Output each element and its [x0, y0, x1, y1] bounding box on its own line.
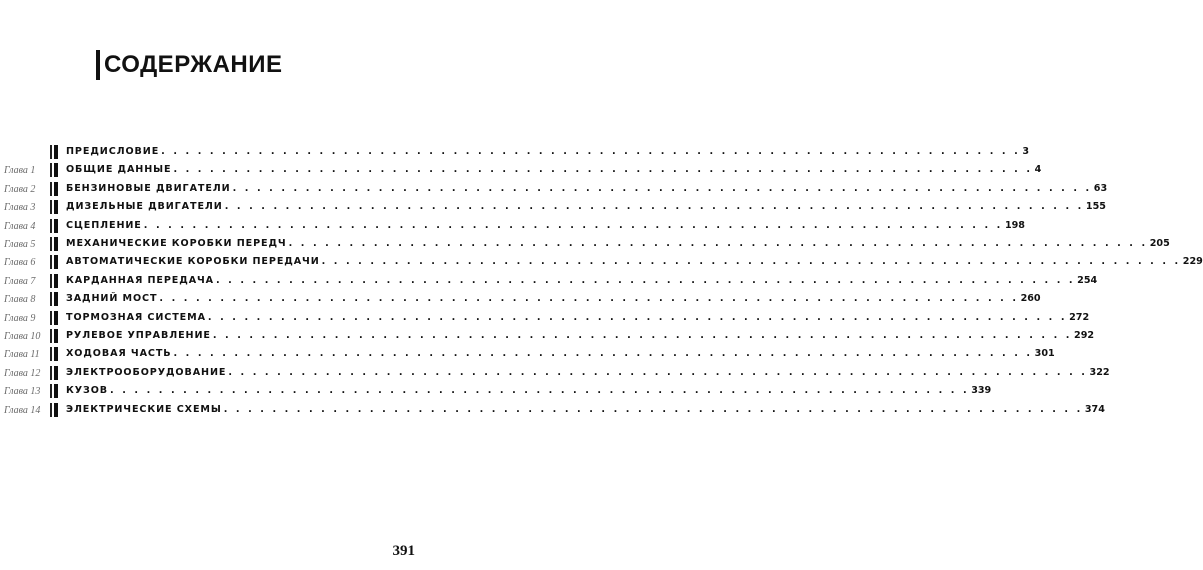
toc-page-number: 322 — [1089, 366, 1110, 378]
toc-bar-thin — [50, 384, 52, 398]
toc-page-number: 155 — [1085, 201, 1106, 213]
toc-chapter-label: Глава 10 — [4, 331, 41, 342]
toc-bar-thin — [50, 237, 52, 251]
toc-bar-thin — [50, 163, 52, 177]
toc-chapter-label: Глава 5 — [4, 239, 36, 250]
toc-row[interactable] — [0, 273, 1098, 291]
toc-chapter-label: Глава 12 — [4, 367, 41, 379]
toc-bar-marker — [50, 403, 60, 417]
toc-bar-thick — [54, 403, 58, 417]
toc-row[interactable] — [0, 236, 1170, 254]
toc-chapter-label: Глава 6 — [4, 257, 36, 269]
toc-bar-thick — [54, 219, 58, 233]
toc-bar-thin — [50, 182, 52, 196]
toc-leader-dots: . . . . . . . . . . . . . . . . . . . . . . . . . . . . . . . . . . . . . . . . . . . . . . . . . . . . . . . . . . . . . . . . . . . . . . . — [207, 311, 1068, 323]
toc-entry-title: МЕХАНИЧЕСКИЕ КОРОБКИ ПЕРЕДЧ — [66, 238, 287, 249]
toc-bar-marker — [50, 329, 60, 343]
toc-bar-thick — [54, 329, 58, 343]
toc-bar-marker — [50, 200, 60, 214]
toc-bar-thick — [54, 163, 58, 177]
toc-leader-dots: . . . . . . . . . . . . . . . . . . . . . . . . . . . . . . . . . . . . . . . . . . . . . . . . . . . . . . . . . . . . . . . . . . . . . . . — [216, 274, 1076, 286]
toc-bar-thin — [50, 347, 52, 361]
title-bar-decoration — [96, 50, 100, 80]
toc-entry-title: РУЛЕВОЕ УПРАВЛЕНИЕ — [66, 330, 211, 341]
toc-page-number: 254 — [1077, 274, 1098, 286]
toc-chapter-label: Глава 13 — [4, 386, 41, 398]
toc-row[interactable] — [0, 346, 1055, 364]
toc-page-number: 339 — [971, 385, 992, 397]
toc-row[interactable] — [0, 291, 1041, 309]
toc-page-number: 272 — [1069, 311, 1090, 323]
toc-entry[interactable] — [66, 145, 1030, 159]
toc-bar-thick — [54, 182, 58, 196]
toc-bar-thick — [54, 292, 58, 306]
toc-leader-dots: . . . . . . . . . . . . . . . . . . . . . . . . . . . . . . . . . . . . . . . . . . . . . . . . . . . . . . . . . . . . . . . . . . . . . . . — [143, 219, 1003, 231]
toc-entry[interactable] — [66, 237, 1170, 251]
toc-chapter-label: Глава 3 — [4, 202, 36, 214]
toc-bar-marker — [50, 237, 60, 251]
toc-page-number: 4 — [1034, 164, 1042, 176]
toc-bar-marker — [50, 311, 60, 325]
toc-bar-marker — [50, 255, 60, 269]
toc-bar-thick — [54, 274, 58, 288]
toc-row[interactable] — [0, 402, 1105, 420]
toc-entry[interactable] — [66, 384, 992, 398]
toc-row[interactable] — [0, 365, 1110, 383]
toc-entry[interactable] — [66, 200, 1106, 214]
toc-leader-dots: . . . . . . . . . . . . . . . . . . . . . . . . . . . . . . . . . . . . . . . . . . . . . . . . . . . . . . . . . . . . . . . . . . . . . . . — [288, 238, 1148, 249]
toc-chapter-label: Глава 1 — [4, 165, 36, 177]
toc-bar-thin — [50, 311, 52, 325]
toc-page-number: 374 — [1084, 403, 1105, 415]
toc-row[interactable] — [0, 218, 1025, 236]
toc-entry-title: КАРДАННАЯ ПЕРЕДАЧА — [66, 274, 214, 286]
toc-entry-title: ОБЩИЕ ДАННЫЕ — [66, 164, 172, 176]
toc-leader-dots: . . . . . . . . . . . . . . . . . . . . . . . . . . . . . . . . . . . . . . . . . . . . . . . . . . . . . . . . . . . . . . . . . . . . . . . — [228, 366, 1088, 378]
toc-entry-title: ЭЛЕКТРИЧЕСКИЕ СХЕМЫ — [66, 403, 222, 415]
toc-entry[interactable] — [66, 219, 1025, 233]
toc-bar-thick — [54, 200, 58, 214]
toc-entry[interactable] — [66, 274, 1098, 288]
toc-row[interactable] — [0, 162, 1042, 180]
toc-row[interactable] — [0, 254, 1203, 272]
toc-bar-thin — [50, 145, 52, 159]
page-number: 391 — [392, 543, 415, 559]
toc-entry[interactable] — [66, 347, 1055, 361]
toc-page-number: 260 — [1020, 293, 1041, 305]
toc-leader-dots: . . . . . . . . . . . . . . . . . . . . . . . . . . . . . . . . . . . . . . . . . . . . . . . . . . . . . . . . . . . . . . . . . . . . . . . — [161, 146, 1021, 157]
toc-bar-thick — [54, 347, 58, 361]
toc-bar-thick — [54, 366, 58, 380]
toc-leader-dots: . . . . . . . . . . . . . . . . . . . . . . . . . . . . . . . . . . . . . . . . . . . . . . . . . . . . . . . . . . . . . . . . . . . . . . . — [224, 201, 1084, 213]
toc-row[interactable] — [0, 181, 1108, 199]
toc-entry-title: ХОДОВАЯ ЧАСТЬ — [66, 348, 172, 360]
toc-bar-thick — [54, 311, 58, 325]
toc-bar-marker — [50, 366, 60, 380]
toc-chapter-label: Глава 14 — [4, 404, 41, 416]
toc-bar-marker — [50, 347, 60, 361]
toc-leader-dots: . . . . . . . . . . . . . . . . . . . . . . . . . . . . . . . . . . . . . . . . . . . . . . . . . . . . . . . . . . . . . . . . . . . . . . . — [232, 182, 1092, 194]
toc-entry-title: ДИЗЕЛЬНЫЕ ДВИГАТЕЛИ — [66, 201, 223, 213]
toc-entry-title: ПРЕДИСЛОВИЕ — [66, 146, 160, 157]
toc-entry[interactable] — [66, 163, 1042, 177]
toc-chapter-label: Глава 7 — [4, 275, 36, 287]
toc-entry[interactable] — [66, 311, 1090, 325]
toc-row[interactable] — [0, 310, 1090, 328]
toc-entry-title: ЗАДНИЙ МОСТ — [66, 293, 158, 305]
toc-bar-thin — [50, 292, 52, 306]
toc-row[interactable] — [0, 383, 992, 401]
page-title — [96, 50, 283, 80]
toc-leader-dots: . . . . . . . . . . . . . . . . . . . . . . . . . . . . . . . . . . . . . . . . . . . . . . . . . . . . . . . . . . . . . . . . . . . . . . . — [212, 330, 1073, 341]
toc-page-number: 3 — [1022, 146, 1030, 157]
toc-bar-thin — [50, 219, 52, 233]
toc-leader-dots: . . . . . . . . . . . . . . . . . . . . . . . . . . . . . . . . . . . . . . . . . . . . . . . . . . . . . . . . . . . . . . . . . . . . . . . — [173, 348, 1033, 360]
toc-page-number: 229 — [1182, 256, 1203, 268]
toc-bar-thick — [54, 384, 58, 398]
toc-bar-marker — [50, 163, 60, 177]
toc-entry[interactable] — [66, 255, 1203, 269]
toc-bar-thin — [50, 403, 52, 417]
toc-chapter-label: Глава 2 — [4, 183, 36, 195]
toc-row[interactable] — [0, 144, 1030, 162]
toc-bar-thin — [50, 366, 52, 380]
toc-entry[interactable] — [66, 329, 1095, 343]
toc-leader-dots: . . . . . . . . . . . . . . . . . . . . . . . . . . . . . . . . . . . . . . . . . . . . . . . . . . . . . . . . . . . . . . . . . . . . . . . — [173, 164, 1033, 176]
toc-page-number: 205 — [1149, 238, 1170, 249]
toc-chapter-label: Глава 8 — [4, 294, 36, 306]
toc-bar-thin — [50, 200, 52, 214]
toc-row[interactable] — [0, 328, 1095, 346]
toc-page-number: 301 — [1034, 348, 1055, 360]
toc-bar-marker — [50, 145, 60, 159]
toc-leader-dots: . . . . . . . . . . . . . . . . . . . . . . . . . . . . . . . . . . . . . . . . . . . . . . . . . . . . . . . . . . . . . . . . . . . . . . . — [223, 403, 1083, 415]
toc-bar-marker — [50, 274, 60, 288]
toc-entry-title: ЭЛЕКТРООБОРУДОВАНИЕ — [66, 366, 227, 378]
toc-entry-title: ТОРМОЗНАЯ СИСТЕМА — [66, 311, 206, 323]
toc-bar-marker — [50, 384, 60, 398]
toc-leader-dots: . . . . . . . . . . . . . . . . . . . . . . . . . . . . . . . . . . . . . . . . . . . . . . . . . . . . . . . . . . . . . . . . . . . . . . . — [110, 385, 970, 397]
toc-chapter-label: Глава 4 — [4, 220, 36, 232]
toc-leader-dots: . . . . . . . . . . . . . . . . . . . . . . . . . . . . . . . . . . . . . . . . . . . . . . . . . . . . . . . . . . . . . . . . . . . . . . . — [321, 256, 1181, 268]
toc-entry[interactable] — [66, 292, 1041, 306]
toc-bar-marker — [50, 292, 60, 306]
toc-entry[interactable] — [66, 366, 1110, 380]
toc-entry-title: АВТОМАТИЧЕСКИЕ КОРОБКИ ПЕРЕДАЧИ — [66, 256, 320, 268]
toc-bar-thin — [50, 255, 52, 269]
toc-page-number: 63 — [1093, 182, 1108, 194]
toc-page-number: 198 — [1004, 219, 1025, 231]
toc-bar-thick — [54, 255, 58, 269]
toc-entry[interactable] — [66, 182, 1108, 196]
toc-chapter-label: Глава 9 — [4, 312, 36, 324]
toc-bar-thin — [50, 274, 52, 288]
toc-entry-title: КУЗОВ — [66, 385, 109, 397]
toc-entry[interactable] — [66, 403, 1105, 417]
page-title-text: СОДЕРЖАНИЕ — [104, 51, 283, 78]
toc-leader-dots: . . . . . . . . . . . . . . . . . . . . . . . . . . . . . . . . . . . . . . . . . . . . . . . . . . . . . . . . . . . . . . . . . . . . . . . — [159, 293, 1019, 305]
toc-bar-thin — [50, 329, 52, 343]
toc-entry-title: СЦЕПЛЕНИЕ — [66, 219, 142, 231]
toc-bar-thick — [54, 237, 58, 251]
toc-page-number: 292 — [1074, 330, 1095, 341]
toc-chapter-label: Глава 11 — [4, 349, 40, 361]
toc-bar-marker — [50, 219, 60, 233]
toc-row[interactable] — [0, 199, 1106, 217]
toc-entry-title: БЕНЗИНОВЫЕ ДВИГАТЕЛИ — [66, 182, 231, 194]
toc-bar-thick — [54, 145, 58, 159]
toc-bar-marker — [50, 182, 60, 196]
